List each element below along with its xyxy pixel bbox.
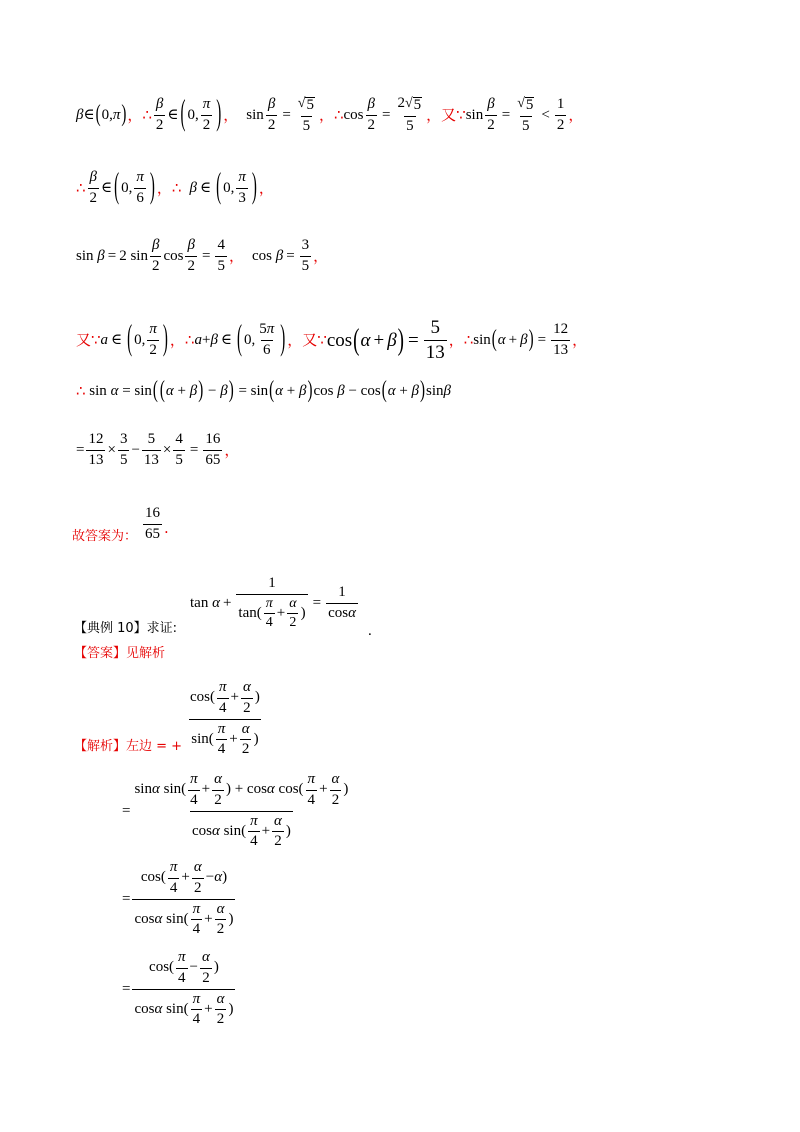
therefore-symbol: ，∴ xyxy=(127,105,152,124)
analysis-step0: cos( $\frac{\pi}{4}$ + $\frac{\alpha}{2}$ ) sin( $\frac{\pi}{4}$ + $\frac{\alpha}{2}$ ) xyxy=(190,679,260,758)
analysis-step1: = sin α sin( $\frac{\pi}{4}$ + $\frac{\alpha}{2}$ ) + cos α cos( $\frac{\pi}{4}$ + $\frac{\alpha}{2}$ ) cos α sin( $\frac{\pi}{4}$ + $\frac{\alpha}{2}$ ) xyxy=(122,771,349,850)
line-sin-cos-beta: sin β = 2 sin $\frac{\beta}{2}$ cos $\frac{\beta}{2}$ = $\frac{4}{5}$ ， cos β = $\frac{3}{5}$ ， xyxy=(76,237,329,274)
line-alpha-plus-beta: 又∵ a ∈ ( 0, $\frac{\pi}{2}$ ) ，∴ a + β ∈ ( 0, $\frac{5\pi}{6}$ ) ，又∵ cos ( α + β ) = $\frac{5}{13}$ ，∴ sin ( α + β ) = $\frac{12}{13}$ ， xyxy=(76,317,588,363)
beta-over-2: $\frac{\beta}{2}$ xyxy=(155,96,164,133)
example-label: 【典例 10】求证: xyxy=(74,621,178,636)
answer-label: 故答案为： xyxy=(72,529,138,544)
line-final-answer: 故答案为： $\frac{16}{65}$ . xyxy=(72,505,169,544)
line-beta-range-refined: ∴ $\frac{\beta}{2}$ ∈ ( 0, $\frac{\pi}{6}$ ) ，∴ β ∈ ( 0, $\frac{\pi}{3}$ ) ， xyxy=(76,167,274,207)
analysis-step2: = cos( $\frac{\pi}{4}$ + $\frac{\alpha}{2}$ − α ) cos α sin( $\frac{\pi}{4}$ + $\frac{\alpha}{2}$ ) xyxy=(122,859,234,938)
answer-value: $\frac{16}{65}$ xyxy=(145,505,161,542)
analysis-step3: = cos( $\frac{\pi}{4}$ − $\frac{\alpha}{2}$ ) cos α sin( $\frac{\pi}{4}$ + $\frac{\alpha}{2}$ ) xyxy=(122,949,234,1028)
beta-range: β∈(0,π) xyxy=(76,101,127,128)
example-identity: tan α + 1 tan( $\frac{\pi}{4}$ + $\frac{\alpha}{2}$ ) = $\frac{1}{\cos\alpha}$ xyxy=(190,575,356,631)
sin-half-beta: sin xyxy=(246,106,264,123)
example-period: . xyxy=(368,623,372,639)
line-beta-half-range: β∈(0,π) ，∴ $\frac{\beta}{2}$ ∈ ( 0, $\frac{\pi}{2}$ ) ， sin $\frac{\beta}{2}$ = √ 5 5 ，∴ cos $\frac{\beta}{2}$ = 2 √ 5 5 ，又∵ sin $\frac{\beta}{2}$ = √ 5 5 < $\frac{1}{2}$ ， xyxy=(76,94,584,134)
line-numeric-result: = $\frac{12}{13}$ × $\frac{3}{5}$ − $\frac{5}{13}$ × $\frac{4}{5}$ = $\frac{16}{65}$ ， xyxy=(76,431,240,468)
answer-heading: 【答案】见解析 xyxy=(74,646,166,661)
line-sin-alpha-expansion: ∴ sin α = sin( (α + β) − β) = sin(α + β)cos β − cos(α + β)sinβ xyxy=(76,377,452,404)
analysis-heading: 【解析】左边 = + xyxy=(74,739,183,754)
